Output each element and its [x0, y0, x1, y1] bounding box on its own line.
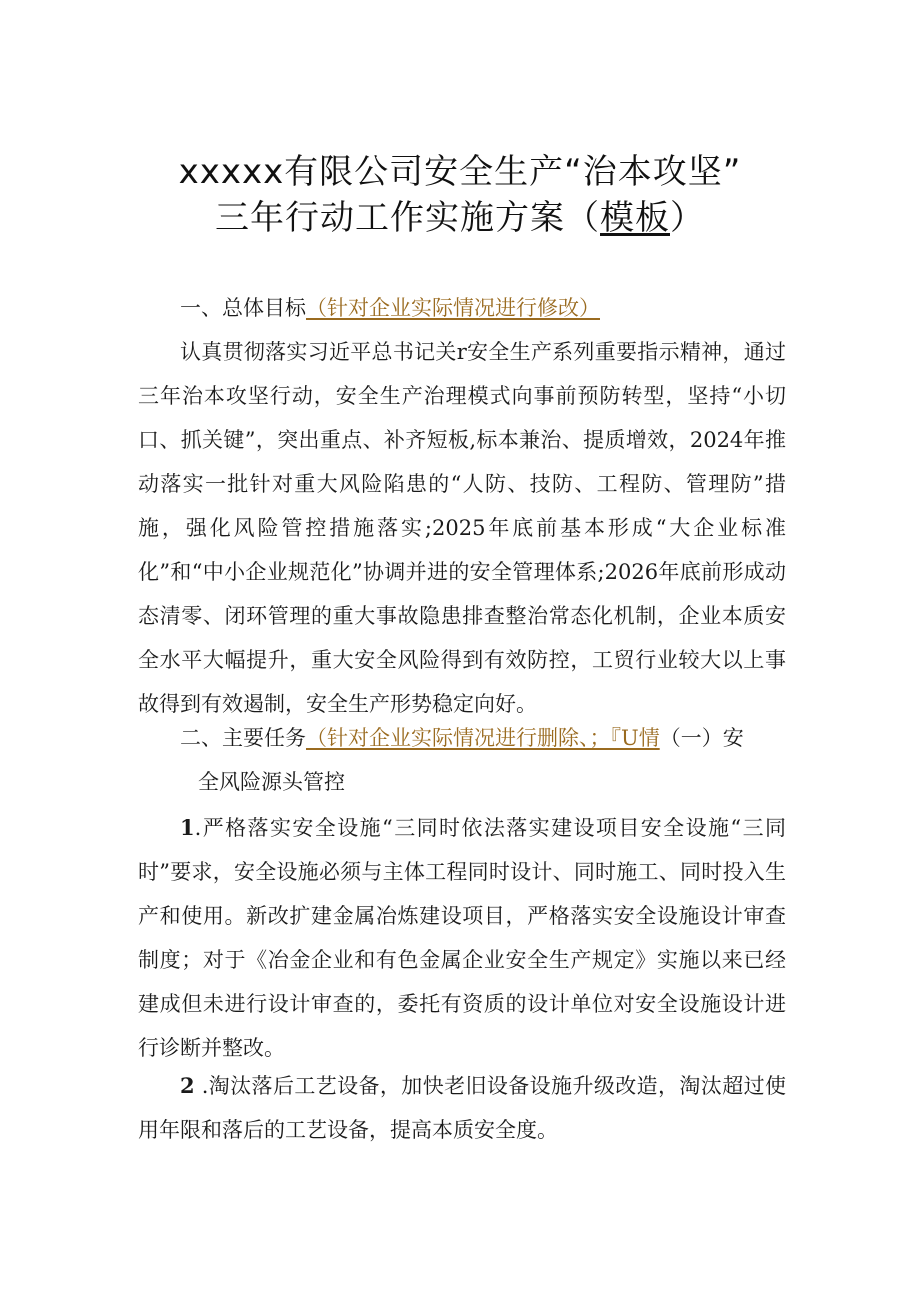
item2-body: .淘汰落后工艺设备，加快老旧设备设施升级改造，淘汰超过使用年限和落后的工艺设备，提高本质安全度。 [138, 1074, 786, 1142]
title-line1-text: xxxxx有限公司安全生产“治本攻坚” [178, 152, 742, 192]
section1-note: （针对企业实际情况进行修改） [306, 296, 600, 320]
item2-paragraph [138, 1064, 786, 1152]
document-title-line1 [0, 150, 920, 194]
document-title-line2 [0, 196, 920, 240]
title-line2-underlined: 模板 [600, 198, 670, 238]
section2-heading-text: 二、主要任务 [180, 726, 306, 750]
section2-sub-prefix: （一）安 [659, 726, 744, 750]
section2-note: （针对企业实际情况进行删除、；『U情 [306, 726, 660, 750]
item1-body: .严格落实安全设施“三同时依法落实建设项目安全设施“三同时”要求，安全设施必须与主体工程同时设计、同时施工、同时投入生产和使用。新改扩建金属冶炼建设项目，严格落实安全设施设计审查制度；对于《冶金企业和有色金属企业安全生产规定》实施以来已经建成但未进行设计审查的，委托有资质的设计单位对安全设施设计进行诊断并整改。 [138, 816, 786, 1060]
section2-heading [138, 716, 786, 760]
section1-heading-text: 一、总体目标 [180, 296, 306, 320]
item1-number: 1 [180, 815, 195, 840]
title-line2-suffix: ） [670, 198, 705, 238]
section1-body: 认真贯彻落实习近平总书记关r安全生产系列重要指示精神，通过三年治本攻坚行动，安全生产治理模式向事前预防转型，坚持“小切口、抓关键”，突出重点、补齐短板,标本兼治、提质增效，2024年推动落实一批针对重大风险陷患的“人防、技防、工程防、管理防”措施，强化风险管控措施落实;2025年底前基本形成“大企业标准化”和“中小企业规范化”协调并进的安全管理体系;2026年底前形成动态清零、闭环管理的重大事故隐患排查整治常态化机制，企业本质安全水平大幅提升，重大安全风险得到有效防控，工贸行业较大以上事故得到有效遏制，安全生产形势稳定向好。 [138, 340, 786, 716]
section2-subheading: 全风险源头管控 [198, 770, 345, 794]
item1-paragraph [138, 806, 786, 1070]
title-line2-prefix: 三年行动工作实施方案（ [215, 198, 600, 238]
item2-number: 2 [180, 1073, 195, 1098]
section1-heading [138, 286, 786, 330]
